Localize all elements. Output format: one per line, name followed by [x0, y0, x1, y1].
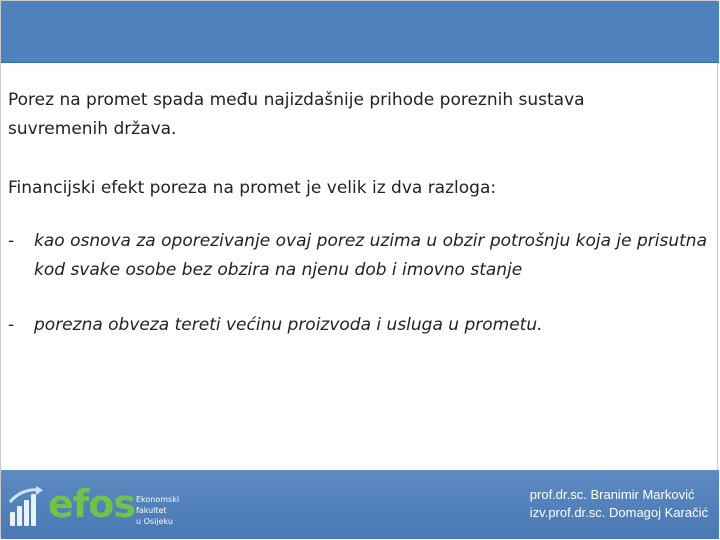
logo-subtitle-line1: Ekonomski fakultet [136, 495, 180, 515]
list-item-text: kao osnova za oporezivanje ovaj porez uzima u obzir potrošnju koja je prisutna kod svake osobe bez obzira na njenu dob i imovno stanje [34, 231, 707, 280]
bar-chart-icon [8, 486, 44, 526]
author-name: izv.prof.dr.sc. Domagoj Karačić [529, 505, 708, 520]
list-item [8, 311, 708, 340]
slide-content [8, 86, 708, 340]
list-item [8, 227, 708, 285]
arrow-icon [8, 486, 44, 526]
logo-subtitle [136, 494, 208, 527]
list-item-text: porezna obveza tereti većinu proizvoda i usluga u prometu. [34, 315, 543, 335]
bullet-dash: - [8, 315, 15, 335]
author-name: prof.dr.sc. Branimir Marković [529, 487, 695, 502]
efos-logo [8, 482, 208, 528]
logo-wordmark: efos [48, 482, 136, 526]
bullet-dash: - [8, 231, 15, 251]
logo-subtitle-line2: u Osijeku [136, 517, 173, 526]
reasons-paragraph: Financijski efekt poreza na promet je velik iz dva razloga: [8, 178, 497, 198]
reasons-list [8, 227, 708, 340]
title-bar [1, 1, 719, 63]
authors [530, 486, 708, 522]
intro-paragraph: Porez na promet spada među najizdašnije prihode poreznih sustava suvremenih država. [8, 90, 585, 139]
